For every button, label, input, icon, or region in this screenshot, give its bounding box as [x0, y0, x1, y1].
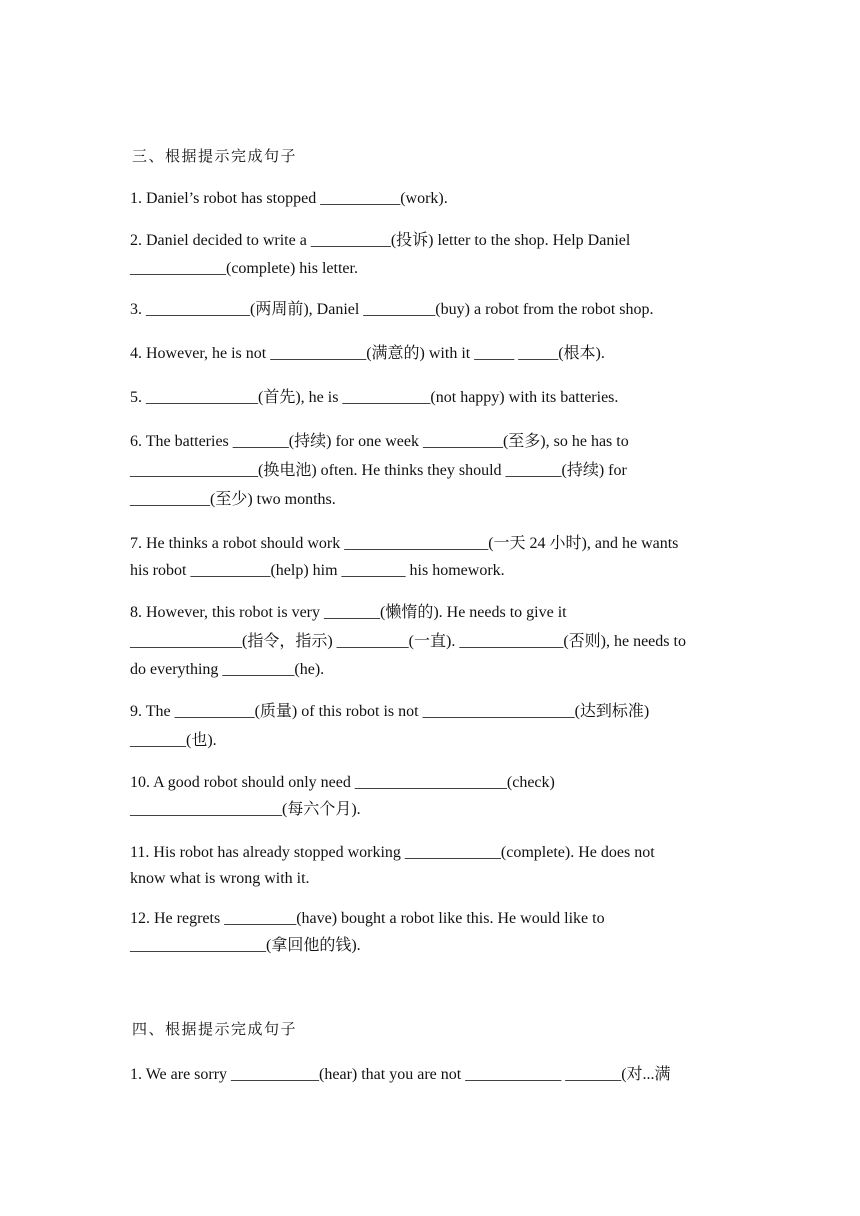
q8-line-1: 8. However, this robot is very _______(懒惰的). He needs to give it	[130, 604, 567, 621]
q6-line-3: __________(至少) two months.	[130, 491, 336, 508]
q12-line-1: 12. He regrets _________(have) bought a robot like this. He would like to	[130, 910, 605, 927]
q10-line-1: 10. A good robot should only need ___________________(check)	[130, 774, 555, 791]
q5-line: 5. ______________(首先), he is ___________(not happy) with its batteries.	[130, 389, 619, 406]
section-3-heading: 三、根据提示完成句子	[132, 147, 298, 165]
q9-line-1: 9. The __________(质量) of this robot is not ___________________(达到标准)	[130, 703, 650, 720]
q11-line-1: 11. His robot has already stopped working ____________(complete). He does not	[130, 844, 655, 861]
q9-line-2: _______(也).	[130, 732, 217, 749]
s4-q1-line: 1. We are sorry ___________(hear) that you are not ____________ _______(对...满	[130, 1066, 671, 1083]
q1-line: 1. Daniel’s robot has stopped __________(work).	[130, 190, 448, 207]
q8-line-2: ______________(指令，指示) _________(一直). _____________(否则), he needs to	[130, 633, 686, 650]
q10-line-2: ___________________(每六个月).	[130, 801, 361, 818]
q3-line: 3. _____________(两周前), Daniel _________(buy) a robot from the robot shop.	[130, 301, 654, 318]
q6-line-2: ________________(换电池) often. He thinks they should _______(持续) for	[130, 462, 627, 479]
q8-line-3: do everything _________(he).	[130, 661, 325, 678]
q12-line-2: _________________(拿回他的钱).	[130, 937, 361, 954]
q2-line-2: ____________(complete) his letter.	[130, 260, 358, 277]
q4-line: 4. However, he is not ____________(满意的) with it _____ _____(根本).	[130, 345, 605, 362]
q11-line-2: know what is wrong with it.	[130, 870, 310, 887]
q7-line-2: his robot __________(help) him ________ his homework.	[130, 562, 505, 579]
q2-line-1: 2. Daniel decided to write a __________(投诉) letter to the shop. Help Daniel	[130, 232, 631, 249]
q6-line-1: 6. The batteries _______(持续) for one week __________(至多), so he has to	[130, 433, 629, 450]
section-4-heading: 四、根据提示完成句子	[132, 1020, 298, 1038]
q7-line-1: 7. He thinks a robot should work __________________(一天 24 小时), and he wants	[130, 535, 679, 552]
